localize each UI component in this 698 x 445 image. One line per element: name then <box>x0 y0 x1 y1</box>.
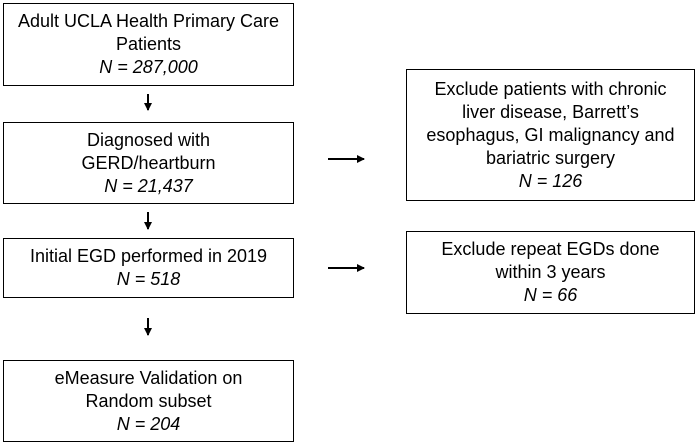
box-count: N = 66 <box>523 285 578 305</box>
box-text-line: Patients <box>115 34 182 54</box>
box-text-line: eMeasure Validation on <box>54 367 243 388</box>
box-text-line: liver disease, Barrett’s <box>462 101 639 122</box>
box-text-line: Exclude patients with chronic <box>434 78 667 99</box>
box-text-line: Diagnosed with <box>86 129 211 150</box>
box-text-line: within 3 years <box>495 262 606 282</box>
box-text-line: bariatric surgery <box>485 147 616 168</box>
box-text-line: GERD/heartburn <box>81 152 216 173</box>
box-text-line: Adult UCLA Health Primary Care <box>17 11 280 31</box>
box-count: N = 204 <box>116 413 181 434</box>
box-count: N = 21,437 <box>104 175 193 196</box>
box-count: N = 287,000 <box>99 57 198 77</box>
box-count: N = 518 <box>116 269 181 289</box>
box-text-line: esophagus, GI malignancy and <box>426 124 675 145</box>
box-count: N = 126 <box>518 170 583 191</box>
box-text-line: Initial EGD performed in 2019 <box>29 246 268 266</box>
box-text-line: Exclude repeat EGDs done <box>441 239 660 259</box>
box-text-line: Random subset <box>85 390 212 411</box>
